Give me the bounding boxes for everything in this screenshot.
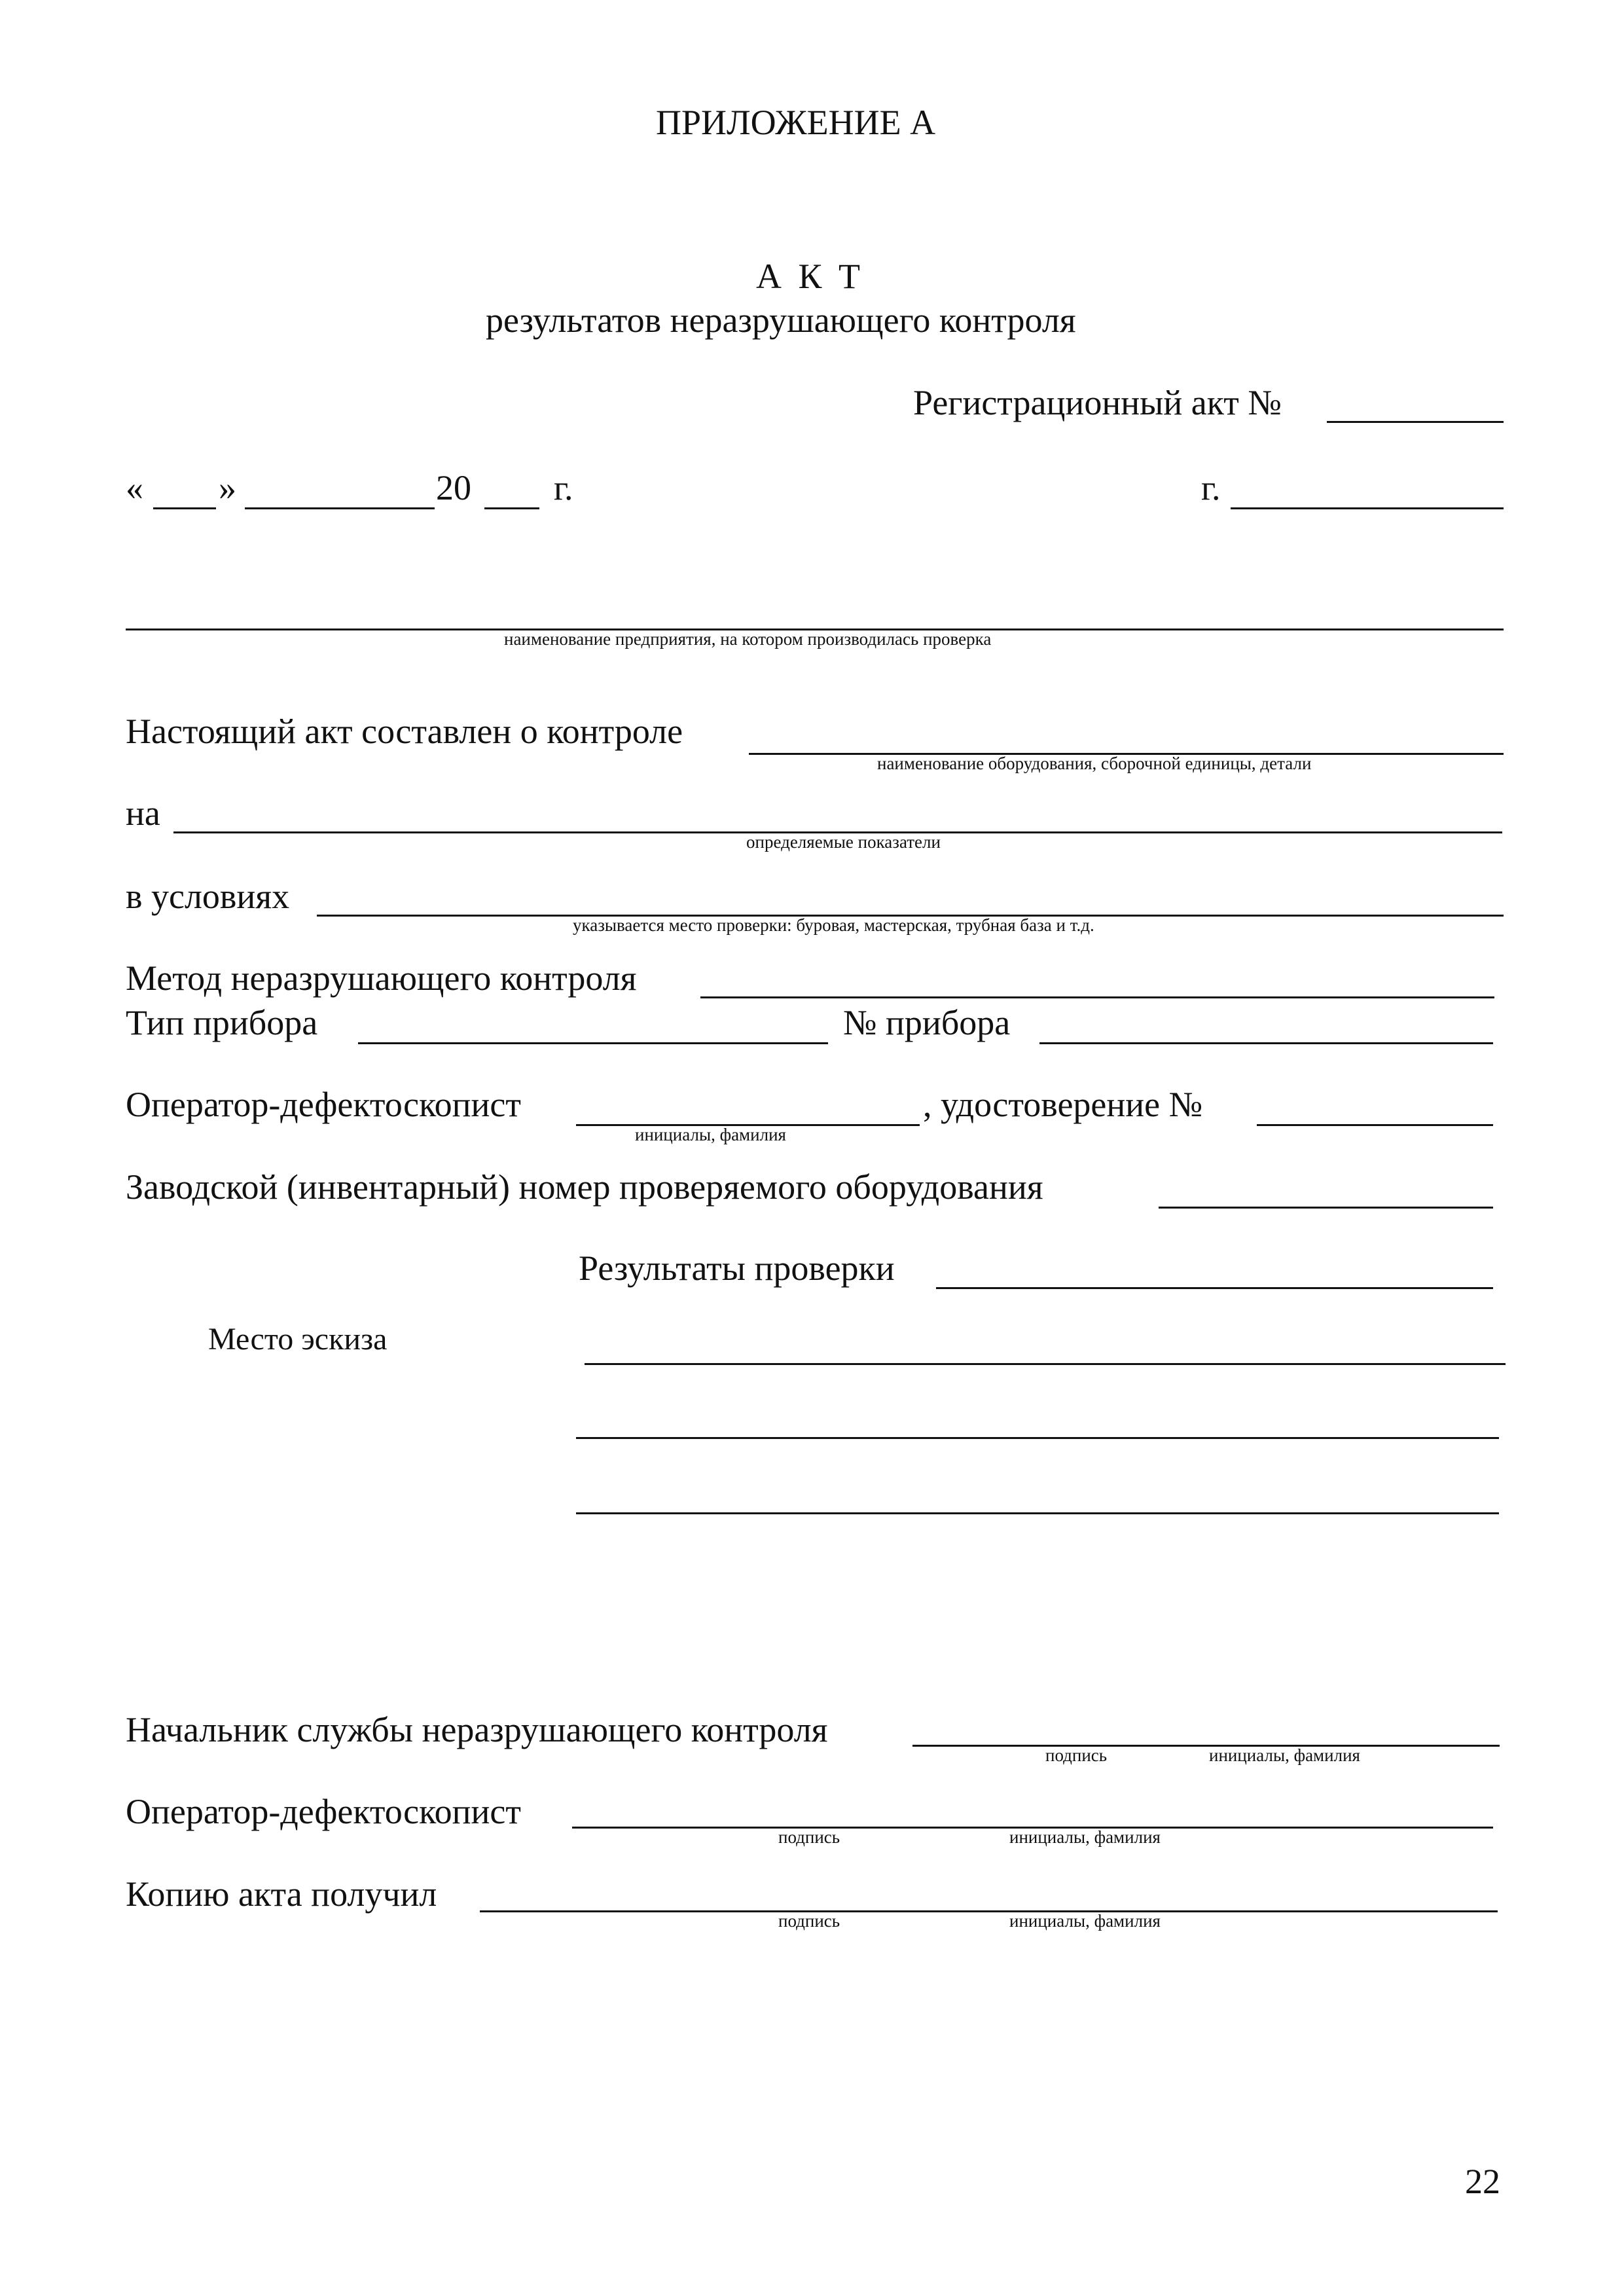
device-type-label: Тип прибора <box>126 1003 318 1042</box>
signature-copy-label: Копию акта получил <box>126 1874 437 1914</box>
signature-copy-caption-sign: подпись <box>778 1911 840 1931</box>
results-line-2[interactable] <box>576 1437 1499 1439</box>
signature-head-field[interactable] <box>912 1745 1500 1747</box>
date-year-field[interactable] <box>484 507 539 509</box>
method-label: Метод неразрушающего контроля <box>126 958 637 998</box>
method-field[interactable] <box>700 996 1494 998</box>
date-quote-close: » <box>219 468 236 507</box>
signature-copy-field[interactable] <box>480 1910 1498 1912</box>
on-caption: определяемые показатели <box>746 832 941 852</box>
results-field[interactable] <box>936 1287 1493 1289</box>
on-label: на <box>126 793 160 833</box>
operator-label: Оператор-дефектоскопист <box>126 1085 521 1124</box>
date-year-suffix: г. <box>554 468 573 507</box>
date-year-prefix: 20 <box>436 468 471 507</box>
operator-caption: инициалы, фамилия <box>635 1125 786 1144</box>
signature-head-caption-name: инициалы, фамилия <box>1209 1745 1360 1765</box>
device-type-field[interactable] <box>358 1042 828 1044</box>
signature-copy-caption-name: инициалы, фамилия <box>1009 1911 1161 1931</box>
signature-operator-caption-name: инициалы, фамилия <box>1009 1827 1161 1847</box>
certificate-field[interactable] <box>1257 1124 1493 1126</box>
date-month-field[interactable] <box>245 507 435 509</box>
page-number: 22 <box>1465 2162 1500 2201</box>
conditions-caption: указывается место проверки: буровая, мастерская, трубная база и т.д. <box>573 915 1094 935</box>
appendix-title: ПРИЛОЖЕНИЕ А <box>656 103 936 142</box>
signature-head-caption-sign: подпись <box>1045 1745 1108 1765</box>
device-number-field[interactable] <box>1039 1042 1493 1044</box>
city-field[interactable] <box>1231 507 1504 509</box>
control-object-label: Настоящий акт составлен о контроле <box>126 712 683 751</box>
signature-operator-caption-sign: подпись <box>778 1827 840 1847</box>
serial-label: Заводской (инвентарный) номер проверяемого оборудования <box>126 1167 1043 1207</box>
date-quote-open: « <box>126 468 143 507</box>
sketch-label: Место эскиза <box>208 1322 388 1357</box>
act-subtitle: результатов неразрушающего контроля <box>486 301 1076 340</box>
device-number-label: № прибора <box>843 1003 1011 1042</box>
city-prefix: г. <box>1201 468 1221 507</box>
conditions-label: в условиях <box>126 877 290 916</box>
signature-head-label: Начальник службы неразрушающего контроля <box>126 1710 828 1749</box>
serial-field[interactable] <box>1159 1207 1493 1209</box>
act-title: А К Т <box>756 257 864 296</box>
date-day-field[interactable] <box>153 507 216 509</box>
registration-label: Регистрационный акт № <box>913 383 1282 422</box>
registration-number-field[interactable] <box>1327 421 1504 423</box>
results-line-3[interactable] <box>576 1512 1499 1514</box>
certificate-label: , удостоверение № <box>923 1085 1203 1124</box>
enterprise-caption: наименование предприятия, на котором производилась проверка <box>504 629 992 649</box>
results-label: Результаты проверки <box>579 1248 895 1288</box>
results-line-1[interactable] <box>585 1363 1506 1365</box>
signature-operator-label: Оператор-дефектоскопист <box>126 1792 521 1831</box>
control-object-caption: наименование оборудования, сборочной единицы, детали <box>877 754 1312 773</box>
